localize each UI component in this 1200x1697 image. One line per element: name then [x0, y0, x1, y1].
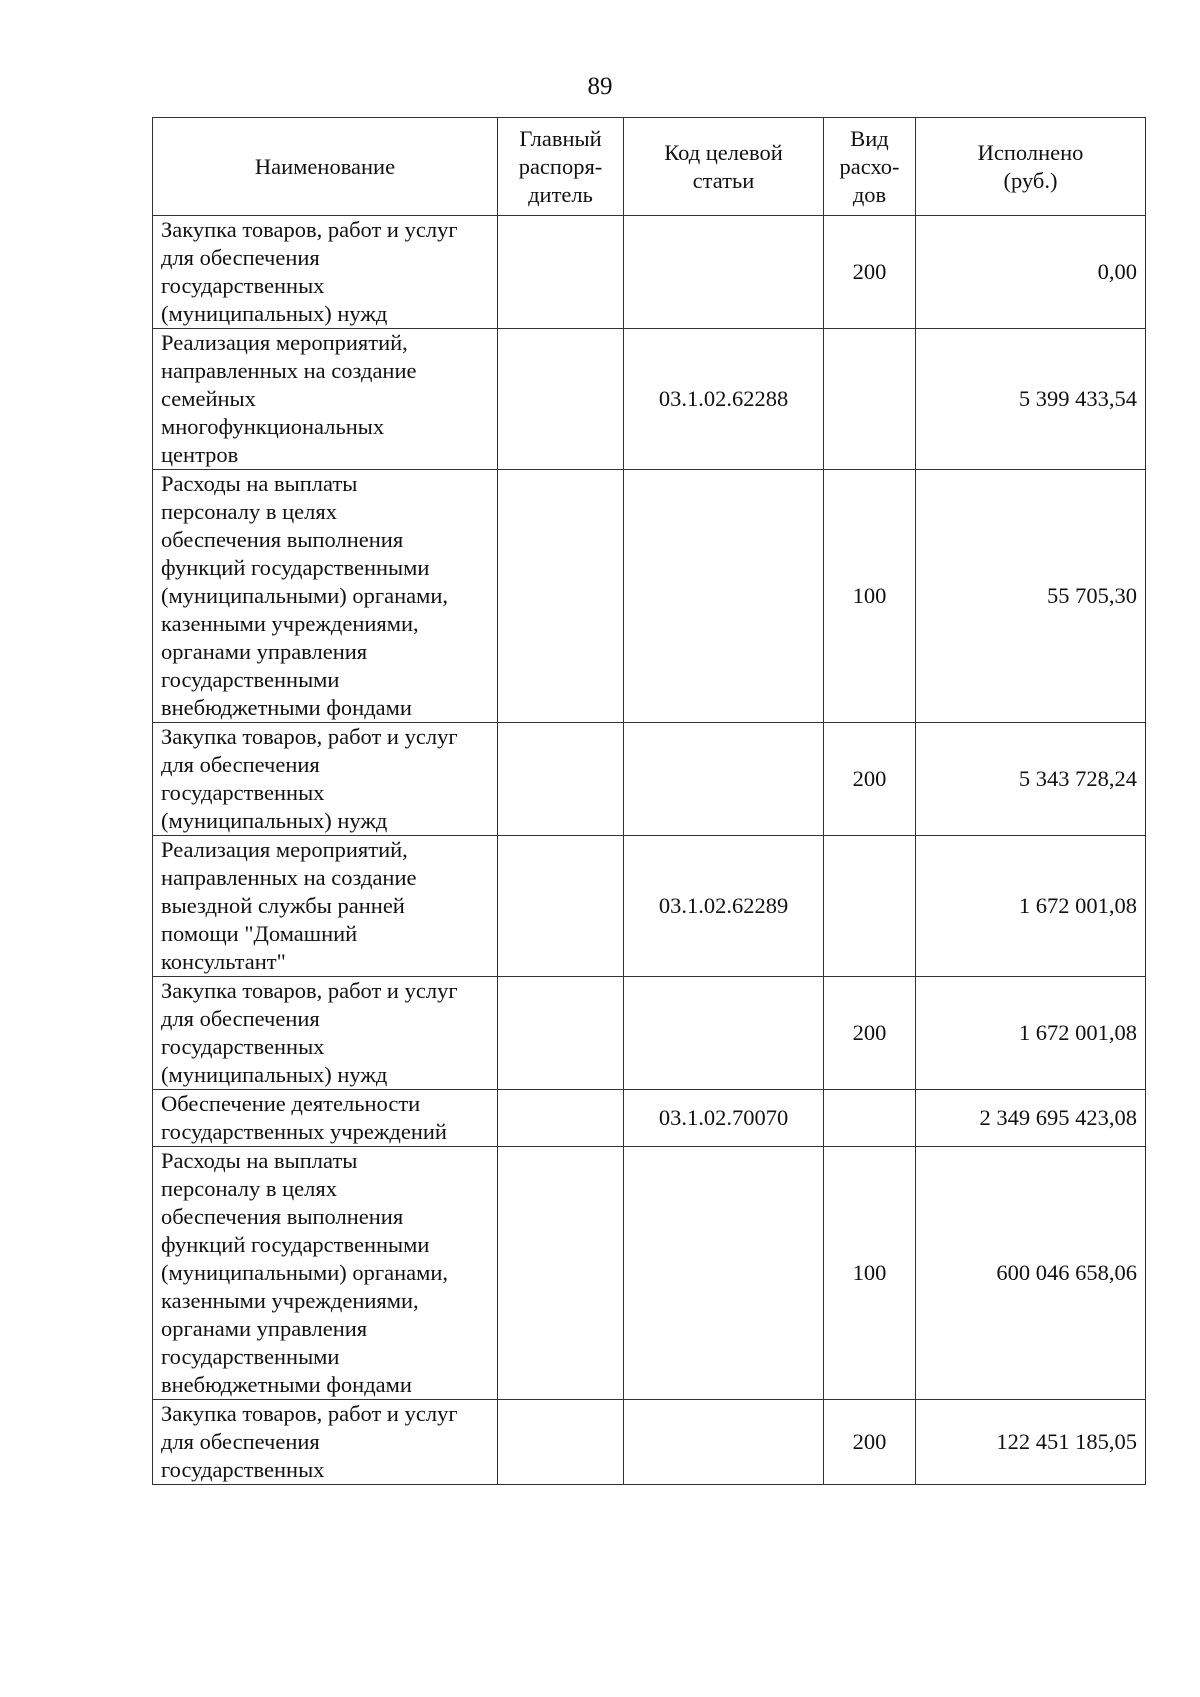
- header-expense-type: [824, 118, 916, 216]
- cell-name-line: Закупка товаров, работ и услуг: [161, 1401, 458, 1426]
- cell-name-line: функций государственными: [161, 555, 430, 580]
- table-row: [153, 1400, 1146, 1485]
- cell-name-line: семейных: [161, 386, 256, 411]
- cell-main-manager: [498, 1400, 624, 1485]
- table-body: [153, 216, 1146, 1485]
- cell-main-manager: [498, 723, 624, 836]
- header-executed: [916, 118, 1146, 216]
- cell-name-line: Закупка товаров, работ и услуг: [161, 978, 458, 1003]
- cell-name-line: направленных на создание: [161, 358, 417, 383]
- cell-executed: 122 451 185,05: [916, 1400, 1146, 1485]
- cell-expense-type: [824, 836, 916, 977]
- cell-main-manager: [498, 329, 624, 470]
- cell-name-line: консультант": [161, 949, 286, 974]
- header-executed-line: Исполнено: [977, 139, 1084, 165]
- cell-name: [153, 1147, 498, 1400]
- cell-name-line: внебюджетными фондами: [161, 695, 412, 720]
- cell-name-line: государственными: [161, 1344, 340, 1369]
- table-row: [153, 216, 1146, 329]
- cell-name-line: внебюджетными фондами: [161, 1372, 412, 1397]
- cell-name-line: казенными учреждениями,: [161, 1288, 419, 1313]
- cell-name-line: органами управления: [161, 1316, 368, 1341]
- cell-name: [153, 1400, 498, 1485]
- cell-name: [153, 723, 498, 836]
- cell-name-line: Реализация мероприятий,: [161, 330, 408, 355]
- cell-target-code: [624, 1400, 824, 1485]
- table-row: [153, 470, 1146, 723]
- cell-name-line: для обеспечения: [161, 245, 320, 270]
- cell-target-code: [624, 1147, 824, 1400]
- cell-target-code: [624, 977, 824, 1090]
- cell-name-line: государственных: [161, 1457, 325, 1482]
- cell-name-line: персоналу в целях: [161, 1176, 337, 1201]
- cell-executed: 5 399 433,54: [916, 329, 1146, 470]
- cell-name: [153, 836, 498, 977]
- cell-name-line: Расходы на выплаты: [161, 1148, 358, 1173]
- cell-name-line: (муниципальных) нужд: [161, 1062, 388, 1087]
- table-row: [153, 1147, 1146, 1400]
- cell-expense-type: 200: [824, 1400, 916, 1485]
- cell-target-code: 03.1.02.62288: [624, 329, 824, 470]
- cell-main-manager: [498, 977, 624, 1090]
- cell-name-line: (муниципальных) нужд: [161, 301, 388, 326]
- header-main-manager: [498, 118, 624, 216]
- cell-name-line: обеспечения выполнения: [161, 527, 404, 552]
- page-number: 89: [587, 73, 613, 100]
- cell-expense-type: [824, 329, 916, 470]
- cell-name-line: обеспечения выполнения: [161, 1204, 404, 1229]
- cell-name: [153, 470, 498, 723]
- cell-executed: 5 343 728,24: [916, 723, 1146, 836]
- header-target-code-line: статьи: [692, 167, 755, 193]
- cell-name-line: помощи "Домашний: [161, 921, 358, 946]
- cell-name-line: органами управления: [161, 639, 368, 664]
- cell-executed: 1 672 001,08: [916, 836, 1146, 977]
- cell-expense-type: 100: [824, 470, 916, 723]
- header-main-manager-line: дитель: [528, 181, 593, 207]
- cell-expense-type: 100: [824, 1147, 916, 1400]
- table-header: [153, 118, 1146, 216]
- header-target-code-line: Код целевой: [664, 139, 783, 165]
- cell-name-line: государственных: [161, 273, 325, 298]
- cell-name-line: (муниципальных) нужд: [161, 808, 388, 833]
- cell-name-line: для обеспечения: [161, 1006, 320, 1031]
- header-main-manager-line: распоря-: [518, 153, 603, 179]
- cell-executed: 0,00: [916, 216, 1146, 329]
- cell-name-line: государственных: [161, 780, 325, 805]
- cell-name: [153, 1090, 498, 1147]
- cell-target-code: [624, 723, 824, 836]
- cell-name-line: центров: [161, 442, 239, 467]
- header-row: [153, 118, 1146, 216]
- cell-name-line: персоналу в целях: [161, 499, 337, 524]
- cell-name-line: государственных учреждений: [161, 1119, 447, 1144]
- cell-name: [153, 216, 498, 329]
- table-row: [153, 977, 1146, 1090]
- cell-name-line: казенными учреждениями,: [161, 611, 419, 636]
- header-name-label: Наименование: [254, 153, 396, 179]
- cell-name-line: для обеспечения: [161, 1429, 320, 1454]
- table-row: [153, 836, 1146, 977]
- cell-name-line: многофункциональных: [161, 414, 385, 439]
- cell-executed: 2 349 695 423,08: [916, 1090, 1146, 1147]
- cell-name: [153, 977, 498, 1090]
- header-expense-type-line: Вид: [850, 125, 889, 151]
- cell-target-code: [624, 216, 824, 329]
- cell-name-line: функций государственными: [161, 1232, 430, 1257]
- header-expense-type-line: дов: [852, 181, 887, 207]
- cell-executed: 55 705,30: [916, 470, 1146, 723]
- cell-name-line: Расходы на выплаты: [161, 471, 358, 496]
- header-main-manager-line: Главный: [519, 125, 602, 151]
- cell-expense-type: [824, 1090, 916, 1147]
- cell-name-line: (муниципальными) органами,: [161, 1260, 449, 1285]
- table-row: [153, 1090, 1146, 1147]
- cell-expense-type: 200: [824, 216, 916, 329]
- table-row: [153, 723, 1146, 836]
- cell-name-line: выездной службы ранней: [161, 893, 405, 918]
- budget-execution-table: [152, 117, 1146, 1485]
- cell-name-line: Обеспечение деятельности: [161, 1091, 421, 1116]
- table-row: [153, 329, 1146, 470]
- cell-target-code: 03.1.02.62289: [624, 836, 824, 977]
- cell-name-line: для обеспечения: [161, 752, 320, 777]
- cell-main-manager: [498, 216, 624, 329]
- cell-expense-type: 200: [824, 977, 916, 1090]
- header-expense-type-line: расхо-: [839, 153, 900, 179]
- cell-main-manager: [498, 836, 624, 977]
- cell-executed: 600 046 658,06: [916, 1147, 1146, 1400]
- cell-target-code: 03.1.02.70070: [624, 1090, 824, 1147]
- cell-name-line: (муниципальными) органами,: [161, 583, 449, 608]
- cell-name-line: Реализация мероприятий,: [161, 837, 408, 862]
- header-name: [153, 118, 498, 216]
- cell-name-line: Закупка товаров, работ и услуг: [161, 217, 458, 242]
- cell-main-manager: [498, 1090, 624, 1147]
- cell-name: [153, 329, 498, 470]
- cell-executed: 1 672 001,08: [916, 977, 1146, 1090]
- cell-name-line: государственных: [161, 1034, 325, 1059]
- header-target-code: [624, 118, 824, 216]
- cell-name-line: государственными: [161, 667, 340, 692]
- cell-name-line: Закупка товаров, работ и услуг: [161, 724, 458, 749]
- cell-expense-type: 200: [824, 723, 916, 836]
- cell-name-line: направленных на создание: [161, 865, 417, 890]
- cell-main-manager: [498, 1147, 624, 1400]
- cell-main-manager: [498, 470, 624, 723]
- cell-target-code: [624, 470, 824, 723]
- header-executed-line: (руб.): [1003, 167, 1058, 193]
